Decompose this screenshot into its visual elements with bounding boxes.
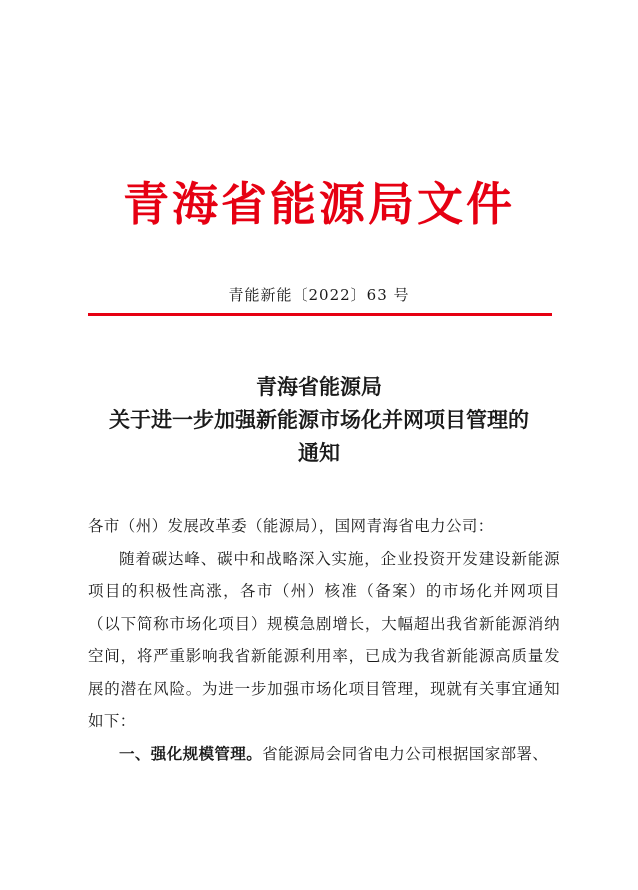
title-line-type: 通知 <box>298 440 340 465</box>
paragraph-intro: 随着碳达峰、碳中和战略深入实施，企业投资开发建设新能源项目的积极性高涨，各市（州）核准（备案）的市场化并网项目（以下简称市场化项目）规模急剧增长，大幅超出我省新能源消纳空间，将严重影响我省新能源利用率，已成为我省新能源高质量发展的潜在风险。为进一步加强市场化项目管理，现就有关事宜通知如下： <box>88 549 560 730</box>
section-1-text: 省能源局会同省电力公司根据国家部署、 <box>262 744 549 763</box>
document-masthead: 青海省能源局文件 <box>123 177 515 231</box>
section-1-heading: 一、强化规模管理。 <box>119 744 263 763</box>
title-line-issuer: 青海省能源局 <box>256 374 382 399</box>
salutation: 各市（州）发展改革委（能源局），国网青海省电力公司： <box>88 517 494 535</box>
document-body <box>88 510 560 770</box>
document-number: 青能新能〔2022〕63 号 <box>228 286 410 304</box>
paragraph-section-1 <box>88 738 560 771</box>
document-title <box>60 370 578 469</box>
title-line-subject: 关于进一步加强新能源市场化并网项目管理的 <box>109 407 529 432</box>
red-separator-line <box>88 313 552 316</box>
